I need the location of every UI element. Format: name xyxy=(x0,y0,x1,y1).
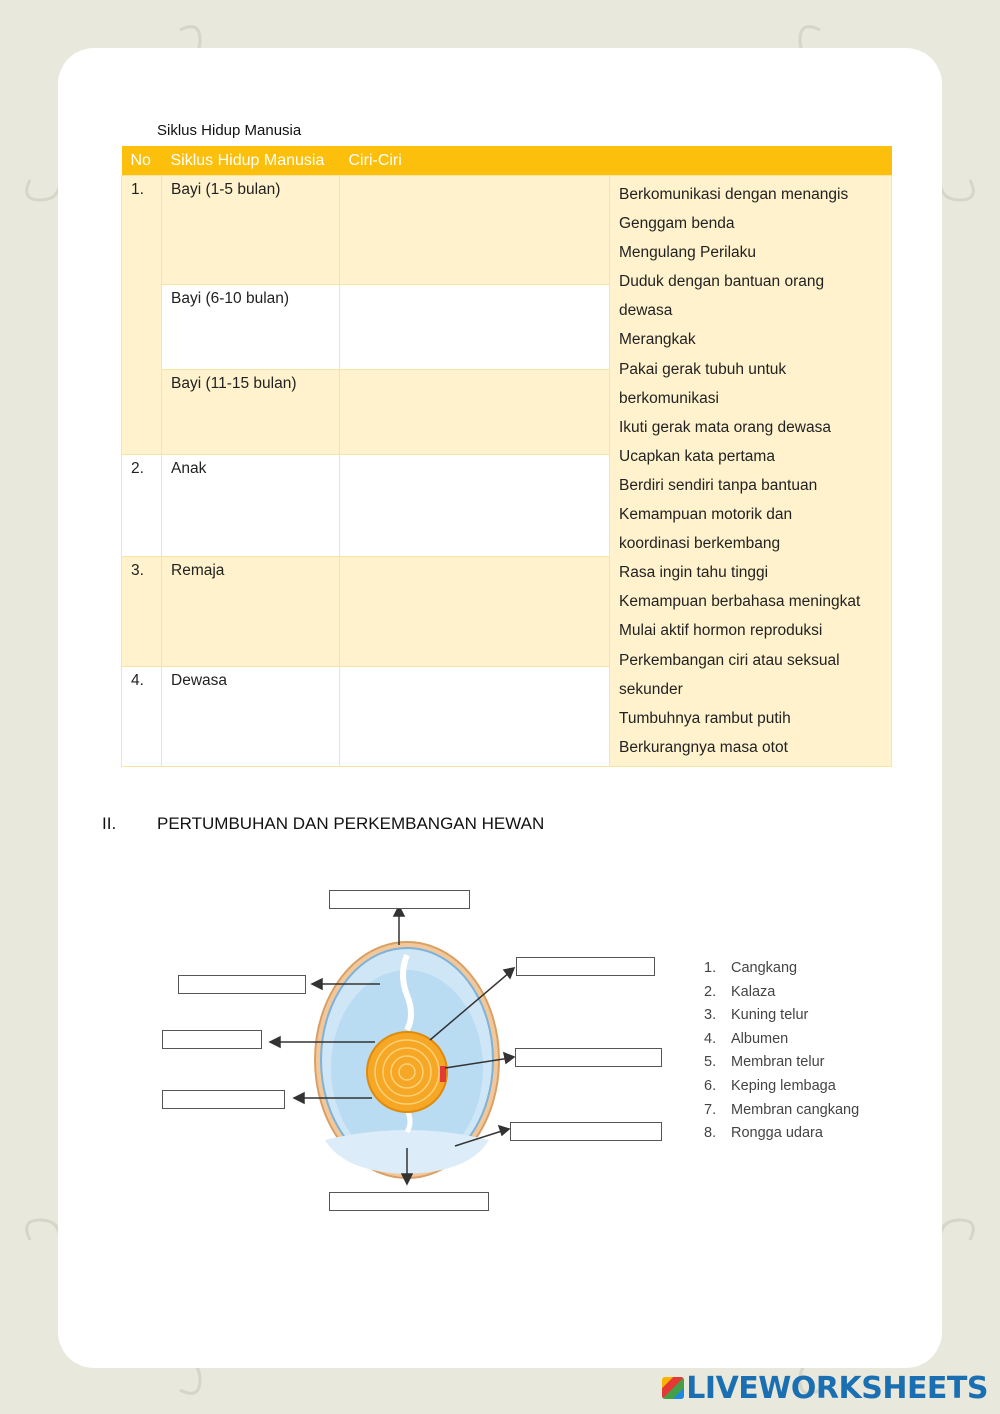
row-number: 2. xyxy=(122,455,162,557)
egg-label-input-right-3[interactable] xyxy=(510,1122,662,1141)
ciri-option[interactable]: Kemampuan motorik dan xyxy=(619,506,793,524)
ciri-option[interactable]: Mengulang Perilaku xyxy=(619,244,757,262)
liveworksheets-badge-icon xyxy=(662,1377,684,1399)
ciri-option[interactable]: Ikuti gerak mata orang dewasa xyxy=(619,418,831,436)
legend-item: 1. Cangkang xyxy=(704,960,798,976)
ciri-option[interactable]: sekunder xyxy=(619,680,683,698)
stage-label: Bayi (6-10 bulan) xyxy=(162,284,340,369)
ciri-option[interactable]: Berdiri sendiri tanpa bantuan xyxy=(619,476,818,494)
header-stage: Siklus Hidup Manusia xyxy=(162,146,340,176)
ciri-option[interactable]: Berkomunikasi dengan menangis xyxy=(619,186,849,203)
stage-label: Bayi (1-5 bulan) xyxy=(162,176,340,285)
ciri-option[interactable]: Rasa ingin tahu tinggi xyxy=(619,564,769,582)
legend-item: 6. Keping lembaga xyxy=(704,1077,836,1094)
egg-label-input-top[interactable] xyxy=(329,890,470,909)
egg-parts-legend xyxy=(704,960,859,1149)
answer-dropzone[interactable] xyxy=(340,284,610,369)
ciri-option[interactable]: Kemampuan berbahasa meningkat xyxy=(619,593,861,611)
table-caption: Siklus Hidup Manusia xyxy=(157,122,302,139)
ciri-options-list xyxy=(610,176,892,767)
ciri-option[interactable]: Perkembangan ciri atau seksual xyxy=(619,651,840,669)
ciri-option[interactable]: koordinasi berkembang xyxy=(619,535,781,553)
stage-label: Remaja xyxy=(162,556,340,667)
legend-item: 5. Membran telur xyxy=(704,1054,825,1071)
row-number: 4. xyxy=(122,667,162,767)
life-cycle-table xyxy=(121,146,892,767)
ciri-option[interactable]: dewasa xyxy=(619,302,673,320)
ciri-option[interactable]: Pakai gerak tubuh untuk xyxy=(619,360,787,378)
liveworksheets-logo: LIVEWORKSHEETS xyxy=(662,1371,988,1406)
header-blank xyxy=(610,146,892,176)
legend-item: 8. Rongga udara xyxy=(704,1125,823,1142)
ciri-option[interactable]: Berkurangnya masa otot xyxy=(619,738,788,756)
section-title: PERTUMBUHAN DAN PERKEMBANGAN HEWAN xyxy=(157,814,545,833)
egg-label-input-left-1[interactable] xyxy=(178,975,306,994)
row-number: 1. xyxy=(122,176,162,455)
answer-dropzone[interactable] xyxy=(340,369,610,454)
egg-label-input-left-3[interactable] xyxy=(162,1090,285,1109)
ciri-option[interactable]: berkomunikasi xyxy=(619,389,719,407)
stage-label: Dewasa xyxy=(162,667,340,767)
header-no: No xyxy=(122,146,162,176)
egg-label-input-right-1[interactable] xyxy=(516,957,655,976)
legend-item: 2. Kalaza xyxy=(704,983,776,1000)
legend-item: 7. Membran cangkang xyxy=(704,1101,860,1118)
ciri-option[interactable]: Tumbuhnya rambut putih xyxy=(619,709,791,727)
egg-label-input-left-2[interactable] xyxy=(162,1030,262,1049)
table-row xyxy=(122,176,892,285)
table-header-row xyxy=(122,146,892,176)
answer-dropzone[interactable] xyxy=(340,176,610,285)
ciri-option[interactable]: Mulai aktif hormon reproduksi xyxy=(619,622,823,640)
stage-label: Anak xyxy=(162,455,340,557)
ciri-option[interactable]: Genggam benda xyxy=(619,215,735,233)
answer-dropzone[interactable] xyxy=(340,556,610,667)
ciri-option[interactable]: Merangkak xyxy=(619,331,696,349)
answer-dropzone[interactable] xyxy=(340,455,610,557)
row-number: 3. xyxy=(122,556,162,667)
section-numeral: II. xyxy=(102,814,117,833)
ciri-option[interactable]: Ucapkan kata pertama xyxy=(619,447,775,465)
legend-item: 4. Albumen xyxy=(704,1030,789,1047)
legend-item: 3. Kuning telur xyxy=(704,1007,809,1024)
header-ciri: Ciri-Ciri xyxy=(340,146,610,176)
ciri-option[interactable]: Duduk dengan bantuan orang xyxy=(619,273,825,291)
egg-label-input-bottom[interactable] xyxy=(329,1192,489,1211)
answer-dropzone[interactable] xyxy=(340,667,610,767)
stage-label: Bayi (11-15 bulan) xyxy=(162,369,340,454)
egg-label-input-right-2[interactable] xyxy=(515,1048,662,1067)
